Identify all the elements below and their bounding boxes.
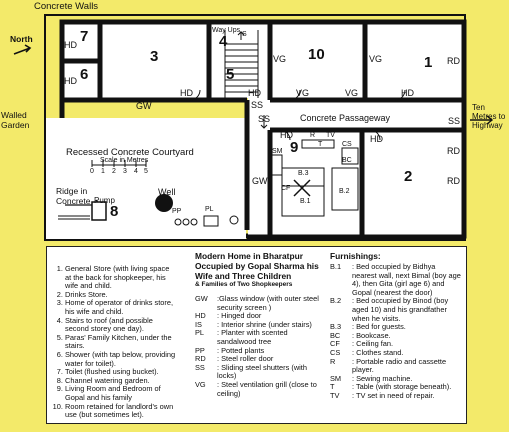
room-list-item: 9. Living Room and Bedroom of Gopal and his family (65, 385, 177, 402)
room-10-number: 10 (308, 46, 325, 63)
hd-label: HD (370, 134, 383, 144)
b1-label: B.1 (300, 198, 311, 205)
room-list-item: 1. General Store (with living space at the back for shopkeeper, his wife and child. (65, 265, 177, 291)
pump-label: Pump (94, 196, 115, 205)
is-label: IS (240, 31, 247, 38)
ss-label: SS (251, 100, 264, 110)
scale-tick: 1 (101, 168, 105, 175)
room-list-item: 5. Paras' Family Kitchen, under the stairs. (65, 334, 177, 351)
furnishing-row: B.2 : Bed occupied by Binod (boy aged 10) and his grandfather when he visits. (330, 296, 449, 323)
hd-label: HD (401, 88, 414, 98)
scale-tick: 3 (123, 168, 127, 175)
room-1-number: 1 (424, 54, 433, 71)
furnishing-row: R : Portable radio and cassette player. (330, 356, 447, 375)
walled-garden-label: Walled Garden (1, 110, 30, 130)
code-row: PL : Planter with scented sandalwood tree (195, 328, 288, 346)
courtyard-label: Recessed Concrete Courtyard (66, 147, 194, 158)
rd-label: RD (447, 56, 460, 66)
scale-tick: 0 (90, 168, 94, 175)
legend-center (195, 251, 323, 398)
room-9-number: 9 (290, 139, 299, 156)
room-list-item: 2. Drinks Store. (65, 291, 177, 300)
furnishing-row: B.1 : Bed occupied by Bidhya nearest wall, next Bimal (boy age 4), then Gita (girl age 6) and Gopal (nearest the door) (330, 262, 461, 297)
hd-label: HD (64, 40, 77, 50)
gw-label: GW (136, 101, 152, 111)
code-row: VG : Steel ventilation grill (close to ceiling) (195, 379, 317, 398)
code-row: RD : Steel roller door (195, 354, 274, 364)
furnishing-row: CF : Ceiling fan. (330, 339, 394, 349)
vg-label: VG (369, 54, 383, 64)
furnishing-row: CS : Clothes stand. (330, 347, 404, 357)
code-row: IS : Interior shrine (under stairs) (195, 319, 312, 329)
room-list-item: 7. Toilet (flushed using bucket). (65, 368, 177, 377)
ss-label: SS (448, 116, 461, 126)
room-list (53, 265, 177, 420)
room-6-number: 6 (80, 66, 89, 83)
north-label: North (10, 34, 33, 44)
room-5-number: 5 (226, 66, 235, 83)
code-row: HD : Hinged door (195, 311, 262, 321)
furnishing-row: TV : TV set in need of repair. (330, 390, 435, 400)
legend-box (46, 246, 467, 424)
pp-label: PP (172, 208, 182, 215)
vg-label: VG (296, 88, 310, 98)
code-row: GW :Glass window (with outer steel security screen ) (195, 294, 319, 312)
room-list-item: 4. Stairs to roof (and possible second storey one day). (65, 317, 177, 334)
room-3-number: 3 (150, 48, 159, 65)
furnishing-row: B.3 : Bed for guests. (330, 322, 406, 332)
sm-label: SM (272, 148, 283, 155)
room-list-item: 8. Channel watering garden. (65, 377, 177, 386)
rd-label: RD (447, 176, 460, 186)
tv-label: TV (326, 132, 335, 139)
room-2-number: 2 (404, 168, 413, 185)
vg-label: VG (273, 54, 287, 64)
room-4-number: 4 (219, 33, 228, 50)
code-row: PP : Potted plants (195, 345, 265, 355)
well-label: Well (158, 187, 176, 197)
pl-label: PL (205, 206, 214, 213)
concrete-walls-label: Concrete Walls (34, 1, 99, 12)
room-list-item: 6. Shower (with tap below, providing water for toilet). (65, 351, 177, 368)
code-row: SS : Sliding steel shutters (with locks) (195, 362, 307, 381)
b2-label: B.2 (339, 188, 350, 195)
furnishing-row: SM : Sewing machine. (330, 373, 413, 383)
scale-tick: 4 (134, 168, 138, 175)
ss-label: SS (258, 114, 271, 124)
b3-label: B.3 (298, 170, 309, 177)
ten-metres-label: Ten Metres to Highway (472, 103, 506, 130)
r-label: R (310, 132, 316, 139)
room-list-item: 10. Room retained for landlord's own use (but sometimes let). (65, 403, 177, 420)
ridge-label: Ridge in Concrete (56, 186, 91, 206)
cs-label: CS (342, 141, 352, 148)
hd-label: HD (248, 88, 261, 98)
furnishing-row: T : Table (with storage beneath). (330, 382, 452, 392)
bc-label: BC (342, 157, 352, 164)
scale-label: Scale in Metres (100, 157, 149, 164)
rd-label: RD (447, 146, 460, 156)
legend-subtitle: & Families of Two Shopkeepers (195, 281, 293, 288)
scale-tick: 2 (112, 168, 116, 175)
passageway-label: Concrete Passageway (300, 113, 391, 123)
hd-label: HD (64, 76, 77, 86)
room-8-number: 8 (110, 203, 119, 220)
vg-label: VG (345, 88, 359, 98)
sewing-machine (272, 155, 282, 175)
room-7-number: 7 (80, 28, 89, 45)
way-ups-label: Way Ups (212, 27, 241, 34)
room-list-item: 3. Home of operator of drinks store, his wife and child. (65, 299, 177, 316)
furnishings-list (330, 251, 462, 401)
gw-label: GW (252, 176, 268, 186)
hd-label: HD (280, 130, 293, 140)
t-label: T (318, 141, 323, 148)
furnishing-row: BC : Bookcase. (330, 330, 391, 340)
scale-tick: 5 (144, 168, 148, 175)
furnishings-title: Furnishings: (330, 251, 381, 261)
legend-title: Modern Home in Bharatpur Occupied by Gopal Sharma his Wife and Three Children (195, 251, 319, 281)
cf-label: CF (281, 185, 291, 192)
hd-label: HD (180, 88, 193, 98)
